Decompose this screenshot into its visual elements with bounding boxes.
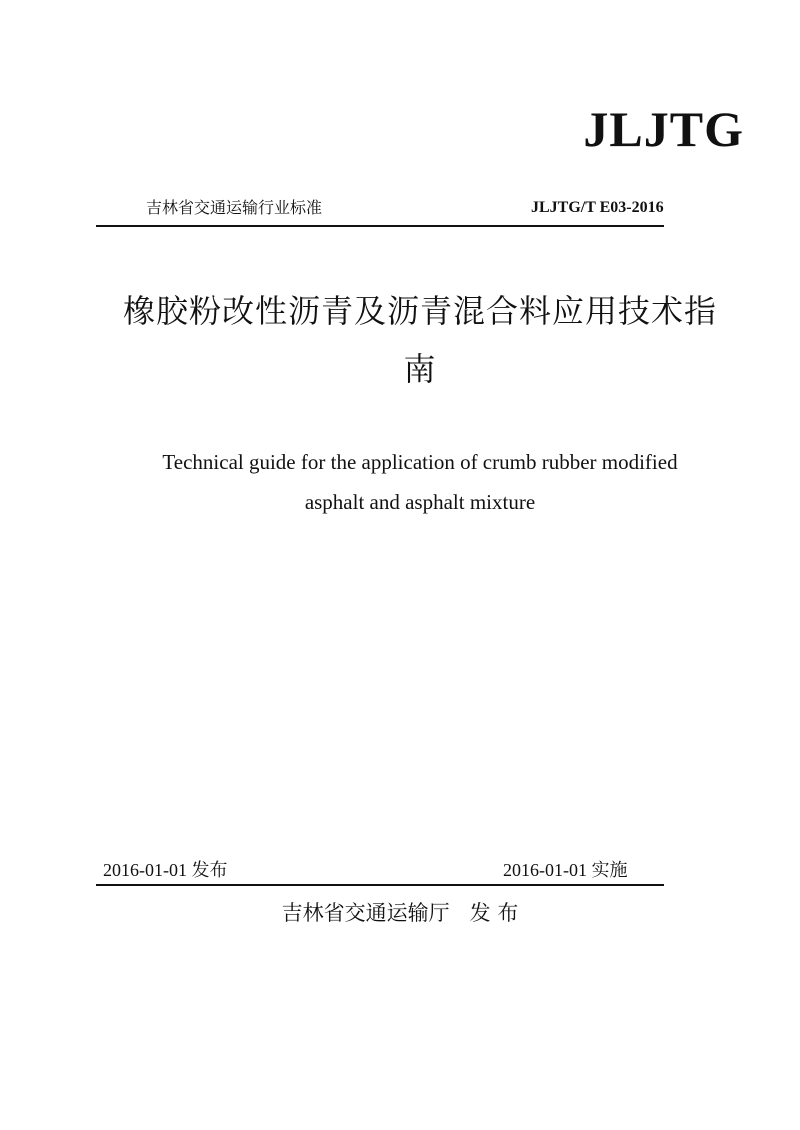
standard-number: JLJTG/T E03-2016 <box>531 199 664 216</box>
chinese-title-line-2: 南 <box>403 350 437 388</box>
english-title <box>100 442 740 522</box>
english-title-line-2: asphalt and asphalt mixture <box>304 490 536 514</box>
issue-date: 2016-01-01 发布 <box>103 860 228 880</box>
english-title-line-1: Technical guide for the application of crumb rubber modified <box>162 450 678 474</box>
effective-date: 2016-01-01 实施 <box>503 860 628 880</box>
standard-logo: JLJTG <box>583 101 744 157</box>
header-divider <box>96 225 664 227</box>
chinese-title-line-1: 橡胶粉改性沥青及沥青混合料应用技术指 <box>122 292 717 330</box>
standard-category: 吉林省交通运输行业标准 <box>146 198 323 217</box>
issuing-authority: 吉林省交通运输厅 发 布 <box>281 901 519 925</box>
chinese-title <box>90 282 750 398</box>
footer-divider <box>96 884 664 886</box>
